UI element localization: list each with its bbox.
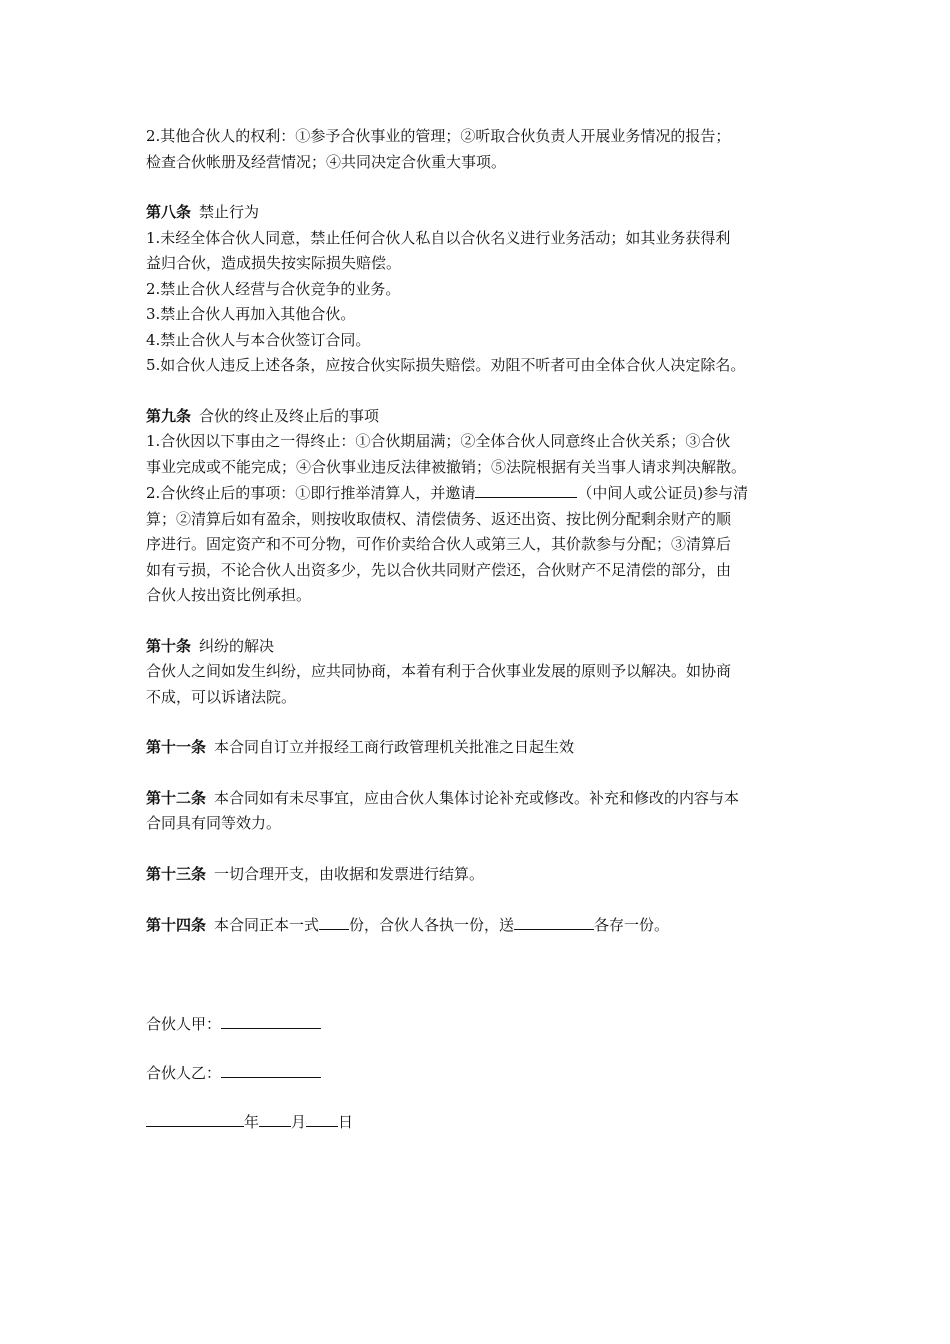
article-9-line: 事业完成或不能完成；④合伙事业违反法律被撤销；⑤法院根据有关当事人请求判决解散。 <box>146 457 747 476</box>
article-12 <box>146 786 810 837</box>
intro-line-2: 检查合伙帐册及经营情况；④共同决定合伙重大事项。 <box>146 152 507 171</box>
article-12-title: 第十二条 <box>146 788 207 807</box>
article-9-line: 序进行。固定资产和不可分物，可作价卖给合伙人或第三人，其价款参与分配；③清算后 <box>146 535 732 553</box>
article-9 <box>146 404 810 609</box>
article-12-line: 合同具有同等效力。 <box>146 814 282 832</box>
article-11-title: 第十一条 <box>146 738 207 756</box>
article-14: 第十四条 本合同正本一式 份，合伙人各执一份，送 各存一份。 <box>146 912 810 939</box>
copies-blank <box>319 912 349 930</box>
article-10-heading-text: 纠纷的解决 <box>199 636 275 655</box>
party-a-blank <box>221 1011 321 1029</box>
article-9-line: 2.合伙终止后的事项：①即行推举清算人，并邀请 （中间人或公证员)参与清 <box>146 480 810 507</box>
month-blank <box>259 1109 291 1127</box>
article-10-heading <box>146 634 810 660</box>
article-8-heading-text: 禁止行为 <box>199 203 260 221</box>
article-14-title: 第十四条 <box>146 916 207 934</box>
article-9-line: 算；②清算后如有盈余，则按收取债权、清偿债务、返还出资、按比例分配剩余财产的顺 <box>146 509 732 528</box>
article-9-line: 合伙人按出资比例承担。 <box>146 586 312 604</box>
signature-block <box>146 1011 810 1135</box>
article-9-line: 1.合伙因以下事由之一得终止：①合伙期届满；②全体合伙人同意终止合伙关系；③合伙 <box>146 432 731 450</box>
article-11-text: 本合同自订立并报经工商行政管理机关批准之日起生效 <box>214 738 575 756</box>
document-page <box>146 124 810 1135</box>
article-9-heading <box>146 404 810 430</box>
year-blank <box>146 1109 244 1127</box>
article-10-line: 合伙人之间如发生纠纷，应共同协商，本着有利于合伙事业发展的原则予以解决。如协商 <box>146 662 732 680</box>
article-13 <box>146 862 810 888</box>
article-8-line: 4.禁止合伙人与本合伙签订合同。 <box>146 330 371 349</box>
intro-line-1: 2.其他合伙人的权利：①参予合伙事业的管理；②听取合伙负责人开展业务情况的报告； <box>146 127 731 145</box>
article-11 <box>146 735 810 761</box>
article-8-line: 1.未经全体合伙人同意，禁止任何合伙人私自以合伙名义进行业务活动；如其业务获得利 <box>146 228 731 247</box>
intro-section <box>146 124 810 175</box>
article-8-line: 3.禁止合伙人再加入其他合伙。 <box>146 305 356 323</box>
party-b-line: 合伙人乙： <box>146 1060 810 1086</box>
article-8-line: 2.禁止合伙人经营与合伙竞争的业务。 <box>146 279 401 298</box>
article-12-line <box>146 786 810 812</box>
day-blank <box>306 1109 338 1127</box>
article-12-text: 本合同如有未尽事宜，应由合伙人集体讨论补充或修改。补充和修改的内容与本 <box>214 788 740 807</box>
article-10 <box>146 634 810 711</box>
article-9-line: 如有亏损，不论合伙人出资多少，先以合伙共同财产偿还，合伙财产不足清偿的部分，由 <box>146 560 732 579</box>
article-9-title: 第九条 <box>146 406 192 425</box>
article-9-heading-text: 合伙的终止及终止后的事项 <box>199 406 380 425</box>
article-10-line: 不成，可以诉诸法院。 <box>146 687 297 706</box>
party-b-blank <box>221 1060 321 1078</box>
article-13-text: 一切合理开支，由收据和发票进行结算。 <box>214 864 485 883</box>
article-8-line: 5.如合伙人违反上述各条，应按合伙实际损失赔偿。劝阻不听者可由全体合伙人决定除名。 <box>146 356 746 374</box>
article-8-title: 第八条 <box>146 203 192 221</box>
article-8-heading <box>146 200 810 226</box>
article-13-title: 第十三条 <box>146 864 207 883</box>
article-8 <box>146 200 810 379</box>
date-line: 年 月 日 <box>146 1109 810 1135</box>
party-a-line: 合伙人甲： <box>146 1011 810 1037</box>
article-8-line: 益归合伙，造成损失按实际损失赔偿。 <box>146 254 402 272</box>
article-10-title: 第十条 <box>146 636 192 655</box>
recipient-blank <box>514 912 594 930</box>
mediator-blank <box>475 480 577 498</box>
